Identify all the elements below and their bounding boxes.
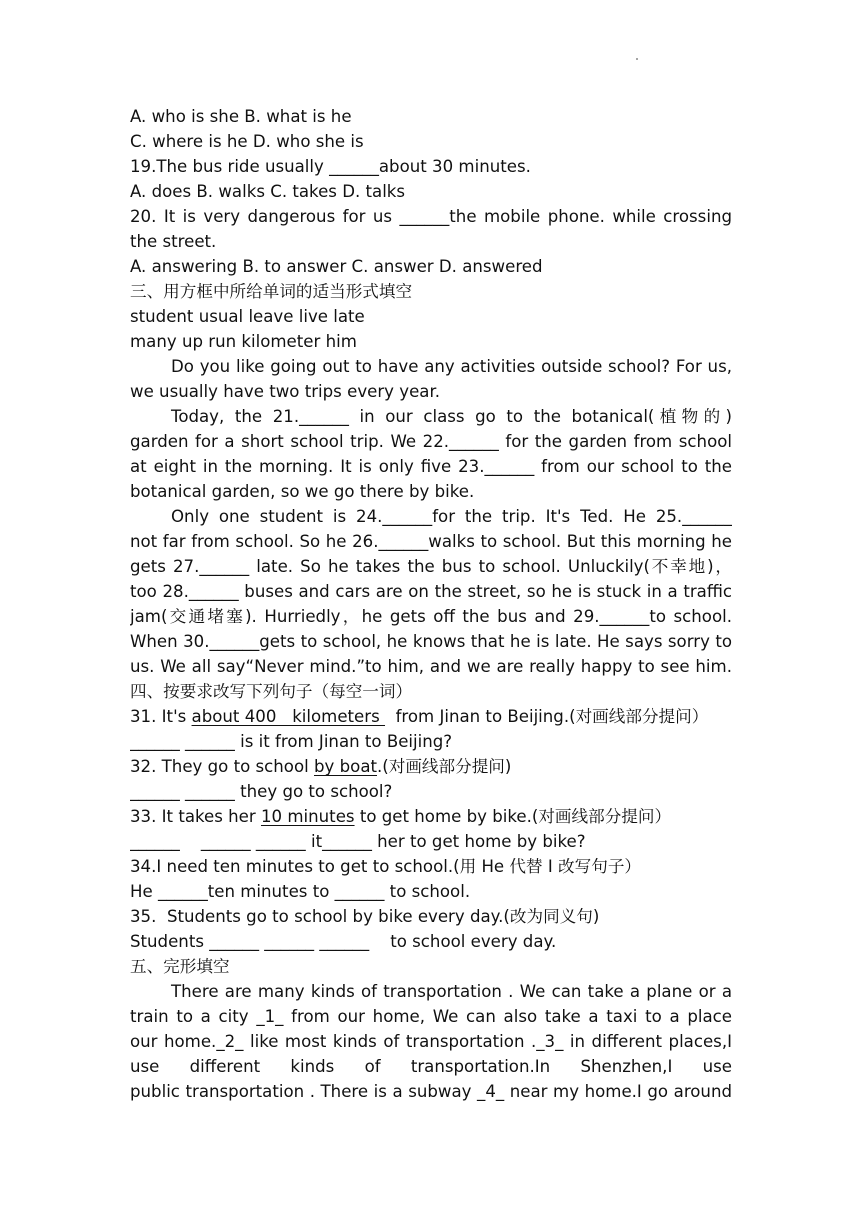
underlined-phrase: by boat	[314, 757, 377, 776]
section-heading: 三、用方框中所给单词的适当形式填空	[130, 282, 413, 301]
text-line: 34.I need ten minutes to get to school.(用 He 代替 I 改写句子）	[130, 857, 642, 876]
text-line	[130, 804, 732, 829]
text-line	[130, 704, 732, 729]
text-line: ______ ______ is it from Jinan to Beijing?	[130, 732, 453, 751]
text-line: ______ ______ ______ it______ her to get home by bike?	[130, 832, 586, 851]
text-line: A. who is she B. what is he	[130, 107, 352, 126]
text-line: Do you like going out to have any activities outside school? For us,	[171, 357, 732, 376]
text-line: garden for a short school trip. We 22.______ for the garden from school	[130, 432, 732, 451]
text-line: A. answering B. to answer C. answer D. answered	[130, 257, 543, 276]
text-line: botanical garden, so we go there by bike.	[130, 482, 475, 501]
text-line: too 28.______ buses and cars are on the street, so he is stuck in a traffic	[130, 582, 732, 601]
text-line: public transportation . There is a subway _4_ near my home.I go around	[130, 1082, 732, 1101]
text-line: us. We all say“Never mind.”to him, and we are really happy to see him.	[130, 657, 732, 676]
text-line: C. where is he D. who she is	[130, 132, 364, 151]
text-line: student usual leave live late	[130, 307, 365, 326]
text-line: gets 27.______ late. So he takes the bus to school. Unluckily(不幸地)，	[130, 557, 732, 576]
line-segment: to get home by bike.(对画线部分提问）	[354, 807, 672, 826]
line-segment: .(对画线部分提问)	[377, 757, 512, 776]
underlined-phrase: about 400 kilometers	[191, 707, 386, 726]
section-heading: 四、按要求改写下列句子（每空一词）	[130, 682, 413, 701]
text-line: 35. Students go to school by bike every day.(改为同义句)	[130, 907, 600, 926]
text-line: Today, the 21.______ in our class go to the botanical(植物的)	[171, 407, 732, 426]
line-segment: 33. It takes her	[130, 807, 261, 826]
text-line: our home._2_ like most kinds of transportation ._3_ in different places,I	[130, 1032, 732, 1051]
line-segment: from Jinan to Beijing.(对画线部分提问）	[385, 707, 709, 726]
text-line: the street.	[130, 232, 217, 251]
text-line: ______ ______ they go to school?	[130, 782, 393, 801]
line-segment: 32. They go to school	[130, 757, 314, 776]
text-line: 19.The bus ride usually ______about 30 minutes.	[130, 157, 531, 176]
line-segment: 31. It's	[130, 707, 192, 726]
text-line: at eight in the morning. It is only five 23.______ from our school to the	[130, 457, 732, 476]
text-line: not far from school. So he 26.______walks to school. But this morning he	[130, 532, 732, 551]
text-line: When 30.______gets to school, he knows that he is late. He says sorry to	[130, 632, 732, 651]
underlined-phrase: 10 minutes	[260, 807, 355, 826]
text-line: Only one student is 24.______for the trip. It's Ted. He 25.______	[171, 507, 732, 526]
text-line: A. does B. walks C. takes D. talks	[130, 182, 406, 201]
text-line: many up run kilometer him	[130, 332, 357, 351]
worksheet-page	[130, 104, 732, 1104]
text-line: 20. It is very dangerous for us ______the mobile phone. while crossing	[130, 207, 732, 226]
text-line: jam(交通堵塞). Hurriedly，he gets off the bus and 29.______to school.	[130, 607, 732, 626]
text-line: Students ______ ______ ______ to school every day.	[130, 932, 557, 951]
text-line: train to a city _1_ from our home, We can also take a taxi to a place	[130, 1007, 732, 1026]
text-line	[130, 754, 732, 779]
text-line: He ______ten minutes to ______ to school.	[130, 882, 471, 901]
text-line: we usually have two trips every year.	[130, 382, 441, 401]
section-heading: 五、完形填空	[130, 957, 230, 976]
text-line: There are many kinds of transportation . We can take a plane or a	[171, 982, 732, 1001]
text-line: use different kinds of transportation.In Shenzhen,I use	[130, 1057, 732, 1076]
page-mark	[636, 58, 638, 60]
